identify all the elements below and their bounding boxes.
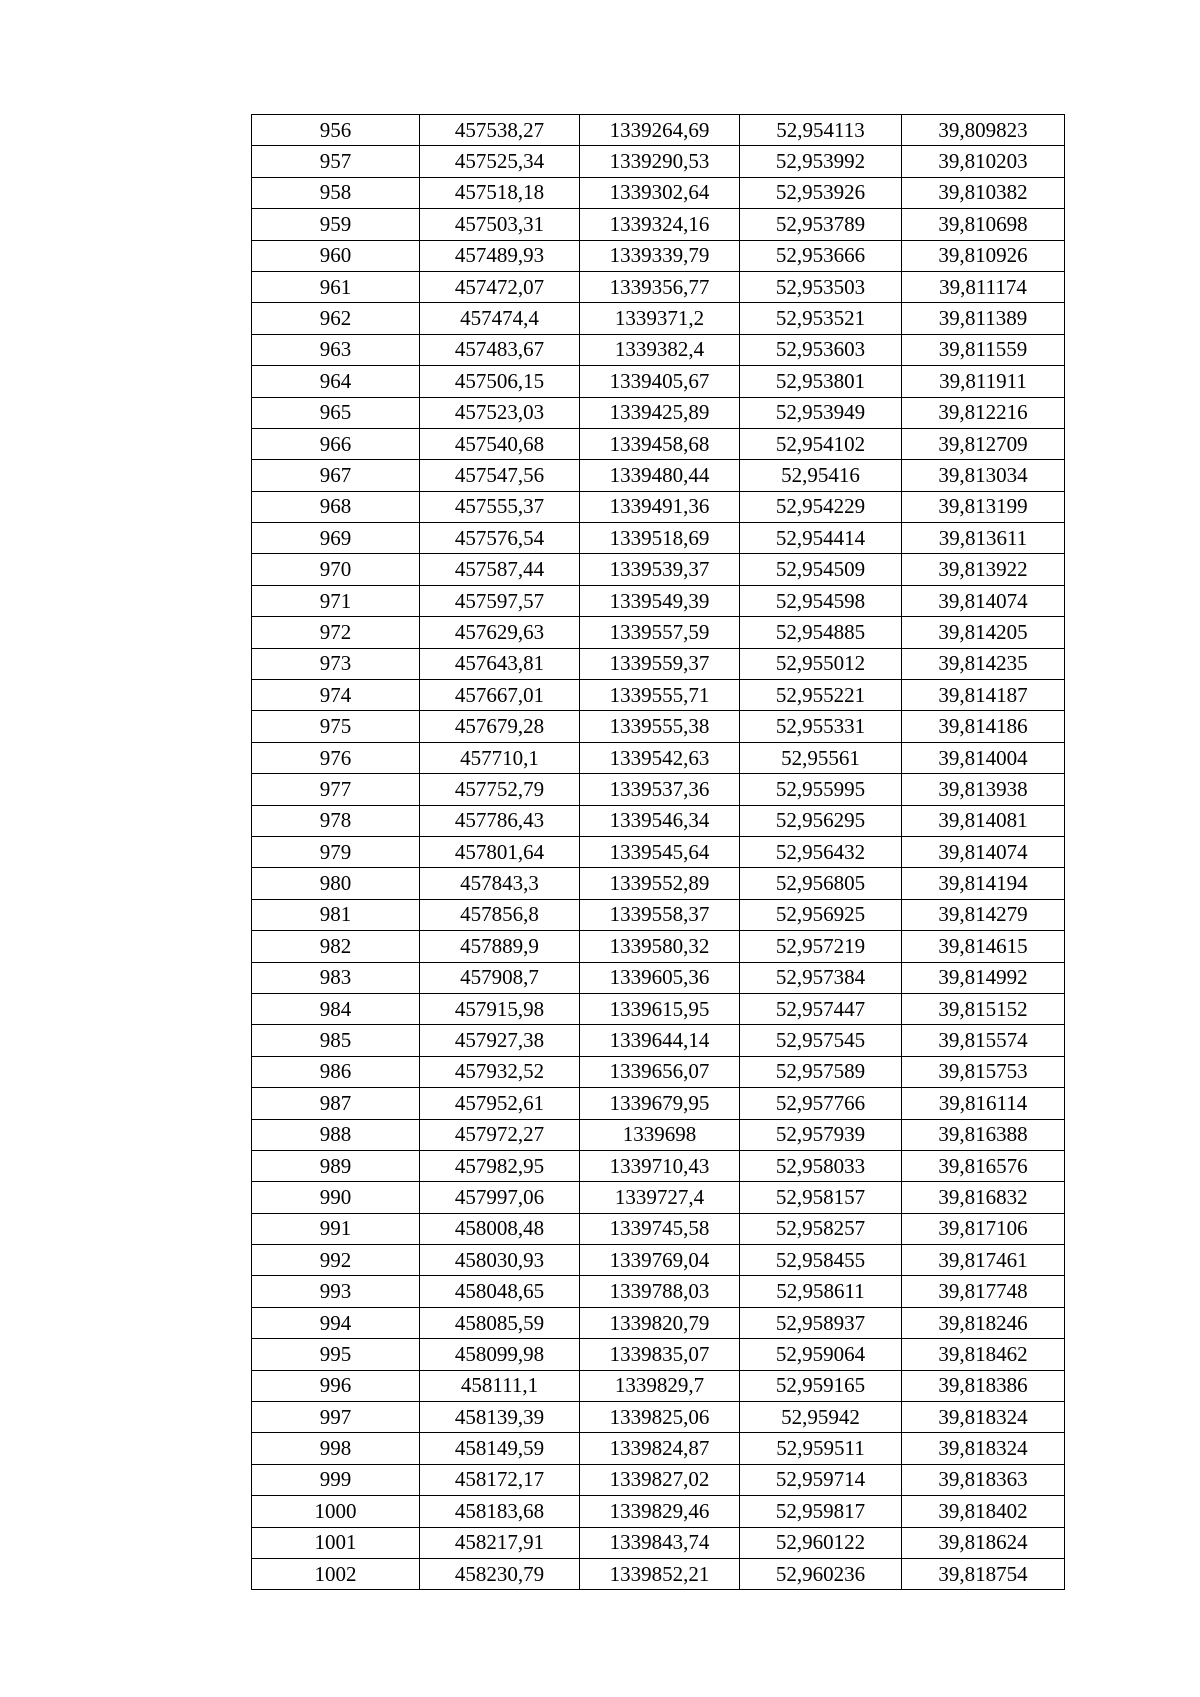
x-coordinate-cell: 457643,81 xyxy=(420,648,580,679)
table-row xyxy=(252,1245,1065,1276)
longitude-cell: 39,816114 xyxy=(902,1088,1065,1119)
latitude-cell: 52,957766 xyxy=(740,1088,902,1119)
point-number-cell: 971 xyxy=(252,585,420,616)
point-number-cell: 975 xyxy=(252,711,420,742)
point-number-cell: 965 xyxy=(252,397,420,428)
table-row xyxy=(252,1182,1065,1213)
y-coordinate-cell: 1339290,53 xyxy=(580,146,740,177)
point-number-cell: 996 xyxy=(252,1370,420,1401)
point-number-cell: 989 xyxy=(252,1150,420,1181)
x-coordinate-cell: 457997,06 xyxy=(420,1182,580,1213)
table-row xyxy=(252,240,1065,271)
table-row xyxy=(252,931,1065,962)
y-coordinate-cell: 1339545,64 xyxy=(580,836,740,867)
y-coordinate-cell: 1339727,4 xyxy=(580,1182,740,1213)
table-row xyxy=(252,648,1065,679)
y-coordinate-cell: 1339698 xyxy=(580,1119,740,1150)
table-row xyxy=(252,177,1065,208)
table-row xyxy=(252,680,1065,711)
latitude-cell: 52,957589 xyxy=(740,1056,902,1087)
point-number-cell: 957 xyxy=(252,146,420,177)
latitude-cell: 52,957545 xyxy=(740,1025,902,1056)
y-coordinate-cell: 1339302,64 xyxy=(580,177,740,208)
x-coordinate-cell: 457786,43 xyxy=(420,805,580,836)
y-coordinate-cell: 1339324,16 xyxy=(580,209,740,240)
x-coordinate-cell: 457889,9 xyxy=(420,931,580,962)
longitude-cell: 39,814187 xyxy=(902,680,1065,711)
longitude-cell: 39,814205 xyxy=(902,617,1065,648)
latitude-cell: 52,955995 xyxy=(740,774,902,805)
latitude-cell: 52,959165 xyxy=(740,1370,902,1401)
table-row xyxy=(252,836,1065,867)
latitude-cell: 52,959511 xyxy=(740,1433,902,1464)
point-number-cell: 956 xyxy=(252,115,420,146)
latitude-cell: 52,95416 xyxy=(740,460,902,491)
latitude-cell: 52,956805 xyxy=(740,868,902,899)
latitude-cell: 52,953666 xyxy=(740,240,902,271)
longitude-cell: 39,810698 xyxy=(902,209,1065,240)
longitude-cell: 39,813922 xyxy=(902,554,1065,585)
y-coordinate-cell: 1339679,95 xyxy=(580,1088,740,1119)
y-coordinate-cell: 1339555,38 xyxy=(580,711,740,742)
y-coordinate-cell: 1339555,71 xyxy=(580,680,740,711)
point-number-cell: 979 xyxy=(252,836,420,867)
latitude-cell: 52,954598 xyxy=(740,585,902,616)
x-coordinate-cell: 457483,67 xyxy=(420,334,580,365)
y-coordinate-cell: 1339339,79 xyxy=(580,240,740,271)
y-coordinate-cell: 1339264,69 xyxy=(580,115,740,146)
x-coordinate-cell: 457752,79 xyxy=(420,774,580,805)
latitude-cell: 52,958257 xyxy=(740,1213,902,1244)
x-coordinate-cell: 457547,56 xyxy=(420,460,580,491)
table-row xyxy=(252,1213,1065,1244)
table-row xyxy=(252,1025,1065,1056)
x-coordinate-cell: 458230,79 xyxy=(420,1558,580,1589)
point-number-cell: 969 xyxy=(252,523,420,554)
longitude-cell: 39,816576 xyxy=(902,1150,1065,1181)
latitude-cell: 52,957219 xyxy=(740,931,902,962)
point-number-cell: 988 xyxy=(252,1119,420,1150)
point-number-cell: 985 xyxy=(252,1025,420,1056)
x-coordinate-cell: 458111,1 xyxy=(420,1370,580,1401)
longitude-cell: 39,814194 xyxy=(902,868,1065,899)
table-row xyxy=(252,617,1065,648)
longitude-cell: 39,818402 xyxy=(902,1496,1065,1527)
y-coordinate-cell: 1339405,67 xyxy=(580,366,740,397)
longitude-cell: 39,818324 xyxy=(902,1433,1065,1464)
point-number-cell: 972 xyxy=(252,617,420,648)
x-coordinate-cell: 457587,44 xyxy=(420,554,580,585)
table-row xyxy=(252,366,1065,397)
x-coordinate-cell: 457915,98 xyxy=(420,993,580,1024)
point-number-cell: 995 xyxy=(252,1339,420,1370)
x-coordinate-cell: 457952,61 xyxy=(420,1088,580,1119)
point-number-cell: 990 xyxy=(252,1182,420,1213)
x-coordinate-cell: 457518,18 xyxy=(420,177,580,208)
point-number-cell: 984 xyxy=(252,993,420,1024)
latitude-cell: 52,954885 xyxy=(740,617,902,648)
longitude-cell: 39,818363 xyxy=(902,1464,1065,1495)
x-coordinate-cell: 457801,64 xyxy=(420,836,580,867)
y-coordinate-cell: 1339539,37 xyxy=(580,554,740,585)
latitude-cell: 52,956295 xyxy=(740,805,902,836)
point-number-cell: 976 xyxy=(252,742,420,773)
x-coordinate-cell: 457972,27 xyxy=(420,1119,580,1150)
longitude-cell: 39,816388 xyxy=(902,1119,1065,1150)
point-number-cell: 963 xyxy=(252,334,420,365)
longitude-cell: 39,817106 xyxy=(902,1213,1065,1244)
point-number-cell: 981 xyxy=(252,899,420,930)
table-row xyxy=(252,491,1065,522)
x-coordinate-cell: 458008,48 xyxy=(420,1213,580,1244)
x-coordinate-cell: 457540,68 xyxy=(420,428,580,459)
point-number-cell: 966 xyxy=(252,428,420,459)
coordinates-table xyxy=(251,114,1065,1590)
y-coordinate-cell: 1339745,58 xyxy=(580,1213,740,1244)
point-number-cell: 977 xyxy=(252,774,420,805)
y-coordinate-cell: 1339580,32 xyxy=(580,931,740,962)
table-row xyxy=(252,1496,1065,1527)
table-row xyxy=(252,1527,1065,1558)
x-coordinate-cell: 458149,59 xyxy=(420,1433,580,1464)
table-row xyxy=(252,1088,1065,1119)
y-coordinate-cell: 1339559,37 xyxy=(580,648,740,679)
latitude-cell: 52,953789 xyxy=(740,209,902,240)
point-number-cell: 1001 xyxy=(252,1527,420,1558)
x-coordinate-cell: 458048,65 xyxy=(420,1276,580,1307)
table-row xyxy=(252,397,1065,428)
latitude-cell: 52,958937 xyxy=(740,1307,902,1338)
longitude-cell: 39,814074 xyxy=(902,836,1065,867)
latitude-cell: 52,953801 xyxy=(740,366,902,397)
longitude-cell: 39,815574 xyxy=(902,1025,1065,1056)
y-coordinate-cell: 1339458,68 xyxy=(580,428,740,459)
y-coordinate-cell: 1339557,59 xyxy=(580,617,740,648)
latitude-cell: 52,955221 xyxy=(740,680,902,711)
x-coordinate-cell: 457710,1 xyxy=(420,742,580,773)
y-coordinate-cell: 1339558,37 xyxy=(580,899,740,930)
table-row xyxy=(252,1150,1065,1181)
x-coordinate-cell: 457525,34 xyxy=(420,146,580,177)
y-coordinate-cell: 1339827,02 xyxy=(580,1464,740,1495)
latitude-cell: 52,956925 xyxy=(740,899,902,930)
latitude-cell: 52,953949 xyxy=(740,397,902,428)
y-coordinate-cell: 1339615,95 xyxy=(580,993,740,1024)
latitude-cell: 52,95942 xyxy=(740,1402,902,1433)
point-number-cell: 983 xyxy=(252,962,420,993)
table-row xyxy=(252,209,1065,240)
y-coordinate-cell: 1339644,14 xyxy=(580,1025,740,1056)
table-row xyxy=(252,523,1065,554)
y-coordinate-cell: 1339829,7 xyxy=(580,1370,740,1401)
table-row xyxy=(252,271,1065,302)
table-row xyxy=(252,1276,1065,1307)
latitude-cell: 52,954102 xyxy=(740,428,902,459)
longitude-cell: 39,810203 xyxy=(902,146,1065,177)
y-coordinate-cell: 1339549,39 xyxy=(580,585,740,616)
longitude-cell: 39,814992 xyxy=(902,962,1065,993)
longitude-cell: 39,813034 xyxy=(902,460,1065,491)
y-coordinate-cell: 1339546,34 xyxy=(580,805,740,836)
table-row xyxy=(252,742,1065,773)
table-row xyxy=(252,115,1065,146)
y-coordinate-cell: 1339537,36 xyxy=(580,774,740,805)
table-row xyxy=(252,1339,1065,1370)
table-row xyxy=(252,899,1065,930)
latitude-cell: 52,953992 xyxy=(740,146,902,177)
x-coordinate-cell: 458099,98 xyxy=(420,1339,580,1370)
point-number-cell: 967 xyxy=(252,460,420,491)
table-row xyxy=(252,1558,1065,1589)
y-coordinate-cell: 1339518,69 xyxy=(580,523,740,554)
y-coordinate-cell: 1339605,36 xyxy=(580,962,740,993)
latitude-cell: 52,957447 xyxy=(740,993,902,1024)
table-row xyxy=(252,962,1065,993)
x-coordinate-cell: 457927,38 xyxy=(420,1025,580,1056)
latitude-cell: 52,960236 xyxy=(740,1558,902,1589)
latitude-cell: 52,954414 xyxy=(740,523,902,554)
x-coordinate-cell: 458139,39 xyxy=(420,1402,580,1433)
longitude-cell: 39,814186 xyxy=(902,711,1065,742)
table-row xyxy=(252,711,1065,742)
x-coordinate-cell: 458030,93 xyxy=(420,1245,580,1276)
x-coordinate-cell: 457503,31 xyxy=(420,209,580,240)
latitude-cell: 52,953503 xyxy=(740,271,902,302)
latitude-cell: 52,954509 xyxy=(740,554,902,585)
latitude-cell: 52,958611 xyxy=(740,1276,902,1307)
table-row xyxy=(252,554,1065,585)
y-coordinate-cell: 1339788,03 xyxy=(580,1276,740,1307)
longitude-cell: 39,815753 xyxy=(902,1056,1065,1087)
table-row xyxy=(252,1307,1065,1338)
y-coordinate-cell: 1339542,63 xyxy=(580,742,740,773)
y-coordinate-cell: 1339824,87 xyxy=(580,1433,740,1464)
x-coordinate-cell: 458217,91 xyxy=(420,1527,580,1558)
x-coordinate-cell: 457843,3 xyxy=(420,868,580,899)
latitude-cell: 52,958157 xyxy=(740,1182,902,1213)
point-number-cell: 994 xyxy=(252,1307,420,1338)
point-number-cell: 993 xyxy=(252,1276,420,1307)
table-row xyxy=(252,146,1065,177)
x-coordinate-cell: 457506,15 xyxy=(420,366,580,397)
longitude-cell: 39,812709 xyxy=(902,428,1065,459)
latitude-cell: 52,954229 xyxy=(740,491,902,522)
point-number-cell: 958 xyxy=(252,177,420,208)
x-coordinate-cell: 457856,8 xyxy=(420,899,580,930)
table-row xyxy=(252,585,1065,616)
longitude-cell: 39,818754 xyxy=(902,1558,1065,1589)
point-number-cell: 1002 xyxy=(252,1558,420,1589)
point-number-cell: 986 xyxy=(252,1056,420,1087)
longitude-cell: 39,813938 xyxy=(902,774,1065,805)
point-number-cell: 997 xyxy=(252,1402,420,1433)
longitude-cell: 39,818386 xyxy=(902,1370,1065,1401)
point-number-cell: 962 xyxy=(252,303,420,334)
longitude-cell: 39,817748 xyxy=(902,1276,1065,1307)
y-coordinate-cell: 1339820,79 xyxy=(580,1307,740,1338)
longitude-cell: 39,818324 xyxy=(902,1402,1065,1433)
point-number-cell: 999 xyxy=(252,1464,420,1495)
x-coordinate-cell: 457679,28 xyxy=(420,711,580,742)
longitude-cell: 39,811174 xyxy=(902,271,1065,302)
point-number-cell: 992 xyxy=(252,1245,420,1276)
point-number-cell: 974 xyxy=(252,680,420,711)
x-coordinate-cell: 458085,59 xyxy=(420,1307,580,1338)
latitude-cell: 52,959064 xyxy=(740,1339,902,1370)
table-row xyxy=(252,1402,1065,1433)
table-row xyxy=(252,1433,1065,1464)
y-coordinate-cell: 1339425,89 xyxy=(580,397,740,428)
x-coordinate-cell: 458183,68 xyxy=(420,1496,580,1527)
y-coordinate-cell: 1339769,04 xyxy=(580,1245,740,1276)
latitude-cell: 52,957384 xyxy=(740,962,902,993)
longitude-cell: 39,814004 xyxy=(902,742,1065,773)
y-coordinate-cell: 1339843,74 xyxy=(580,1527,740,1558)
longitude-cell: 39,813199 xyxy=(902,491,1065,522)
point-number-cell: 987 xyxy=(252,1088,420,1119)
latitude-cell: 52,960122 xyxy=(740,1527,902,1558)
longitude-cell: 39,814279 xyxy=(902,899,1065,930)
table-row xyxy=(252,1056,1065,1087)
point-number-cell: 991 xyxy=(252,1213,420,1244)
longitude-cell: 39,818246 xyxy=(902,1307,1065,1338)
longitude-cell: 39,810926 xyxy=(902,240,1065,271)
y-coordinate-cell: 1339382,4 xyxy=(580,334,740,365)
point-number-cell: 980 xyxy=(252,868,420,899)
longitude-cell: 39,814081 xyxy=(902,805,1065,836)
longitude-cell: 39,814074 xyxy=(902,585,1065,616)
latitude-cell: 52,954113 xyxy=(740,115,902,146)
longitude-cell: 39,813611 xyxy=(902,523,1065,554)
latitude-cell: 52,953603 xyxy=(740,334,902,365)
point-number-cell: 998 xyxy=(252,1433,420,1464)
latitude-cell: 52,958033 xyxy=(740,1150,902,1181)
x-coordinate-cell: 457555,37 xyxy=(420,491,580,522)
point-number-cell: 968 xyxy=(252,491,420,522)
x-coordinate-cell: 457472,07 xyxy=(420,271,580,302)
latitude-cell: 52,959714 xyxy=(740,1464,902,1495)
x-coordinate-cell: 457474,4 xyxy=(420,303,580,334)
latitude-cell: 52,957939 xyxy=(740,1119,902,1150)
y-coordinate-cell: 1339356,77 xyxy=(580,271,740,302)
longitude-cell: 39,818462 xyxy=(902,1339,1065,1370)
longitude-cell: 39,811559 xyxy=(902,334,1065,365)
table-row xyxy=(252,993,1065,1024)
point-number-cell: 973 xyxy=(252,648,420,679)
table-row xyxy=(252,303,1065,334)
latitude-cell: 52,953926 xyxy=(740,177,902,208)
longitude-cell: 39,811911 xyxy=(902,366,1065,397)
point-number-cell: 964 xyxy=(252,366,420,397)
table-row xyxy=(252,1370,1065,1401)
y-coordinate-cell: 1339852,21 xyxy=(580,1558,740,1589)
point-number-cell: 978 xyxy=(252,805,420,836)
y-coordinate-cell: 1339491,36 xyxy=(580,491,740,522)
longitude-cell: 39,816832 xyxy=(902,1182,1065,1213)
latitude-cell: 52,95561 xyxy=(740,742,902,773)
table-row xyxy=(252,805,1065,836)
y-coordinate-cell: 1339656,07 xyxy=(580,1056,740,1087)
x-coordinate-cell: 457489,93 xyxy=(420,240,580,271)
coordinates-table-body xyxy=(252,115,1065,1590)
table-row xyxy=(252,460,1065,491)
y-coordinate-cell: 1339825,06 xyxy=(580,1402,740,1433)
latitude-cell: 52,955331 xyxy=(740,711,902,742)
longitude-cell: 39,811389 xyxy=(902,303,1065,334)
point-number-cell: 970 xyxy=(252,554,420,585)
y-coordinate-cell: 1339480,44 xyxy=(580,460,740,491)
x-coordinate-cell: 457576,54 xyxy=(420,523,580,554)
longitude-cell: 39,815152 xyxy=(902,993,1065,1024)
longitude-cell: 39,810382 xyxy=(902,177,1065,208)
longitude-cell: 39,814235 xyxy=(902,648,1065,679)
point-number-cell: 961 xyxy=(252,271,420,302)
longitude-cell: 39,812216 xyxy=(902,397,1065,428)
x-coordinate-cell: 457538,27 xyxy=(420,115,580,146)
table-row xyxy=(252,774,1065,805)
x-coordinate-cell: 457523,03 xyxy=(420,397,580,428)
latitude-cell: 52,958455 xyxy=(740,1245,902,1276)
y-coordinate-cell: 1339829,46 xyxy=(580,1496,740,1527)
point-number-cell: 1000 xyxy=(252,1496,420,1527)
table-row xyxy=(252,428,1065,459)
longitude-cell: 39,818624 xyxy=(902,1527,1065,1558)
table-row xyxy=(252,868,1065,899)
x-coordinate-cell: 458172,17 xyxy=(420,1464,580,1495)
x-coordinate-cell: 457629,63 xyxy=(420,617,580,648)
y-coordinate-cell: 1339835,07 xyxy=(580,1339,740,1370)
latitude-cell: 52,956432 xyxy=(740,836,902,867)
point-number-cell: 960 xyxy=(252,240,420,271)
latitude-cell: 52,959817 xyxy=(740,1496,902,1527)
y-coordinate-cell: 1339552,89 xyxy=(580,868,740,899)
x-coordinate-cell: 457982,95 xyxy=(420,1150,580,1181)
table-row xyxy=(252,334,1065,365)
longitude-cell: 39,809823 xyxy=(902,115,1065,146)
y-coordinate-cell: 1339710,43 xyxy=(580,1150,740,1181)
longitude-cell: 39,814615 xyxy=(902,931,1065,962)
point-number-cell: 982 xyxy=(252,931,420,962)
longitude-cell: 39,817461 xyxy=(902,1245,1065,1276)
table-row xyxy=(252,1119,1065,1150)
x-coordinate-cell: 457667,01 xyxy=(420,680,580,711)
x-coordinate-cell: 457932,52 xyxy=(420,1056,580,1087)
point-number-cell: 959 xyxy=(252,209,420,240)
latitude-cell: 52,953521 xyxy=(740,303,902,334)
table-row xyxy=(252,1464,1065,1495)
y-coordinate-cell: 1339371,2 xyxy=(580,303,740,334)
latitude-cell: 52,955012 xyxy=(740,648,902,679)
x-coordinate-cell: 457597,57 xyxy=(420,585,580,616)
x-coordinate-cell: 457908,7 xyxy=(420,962,580,993)
